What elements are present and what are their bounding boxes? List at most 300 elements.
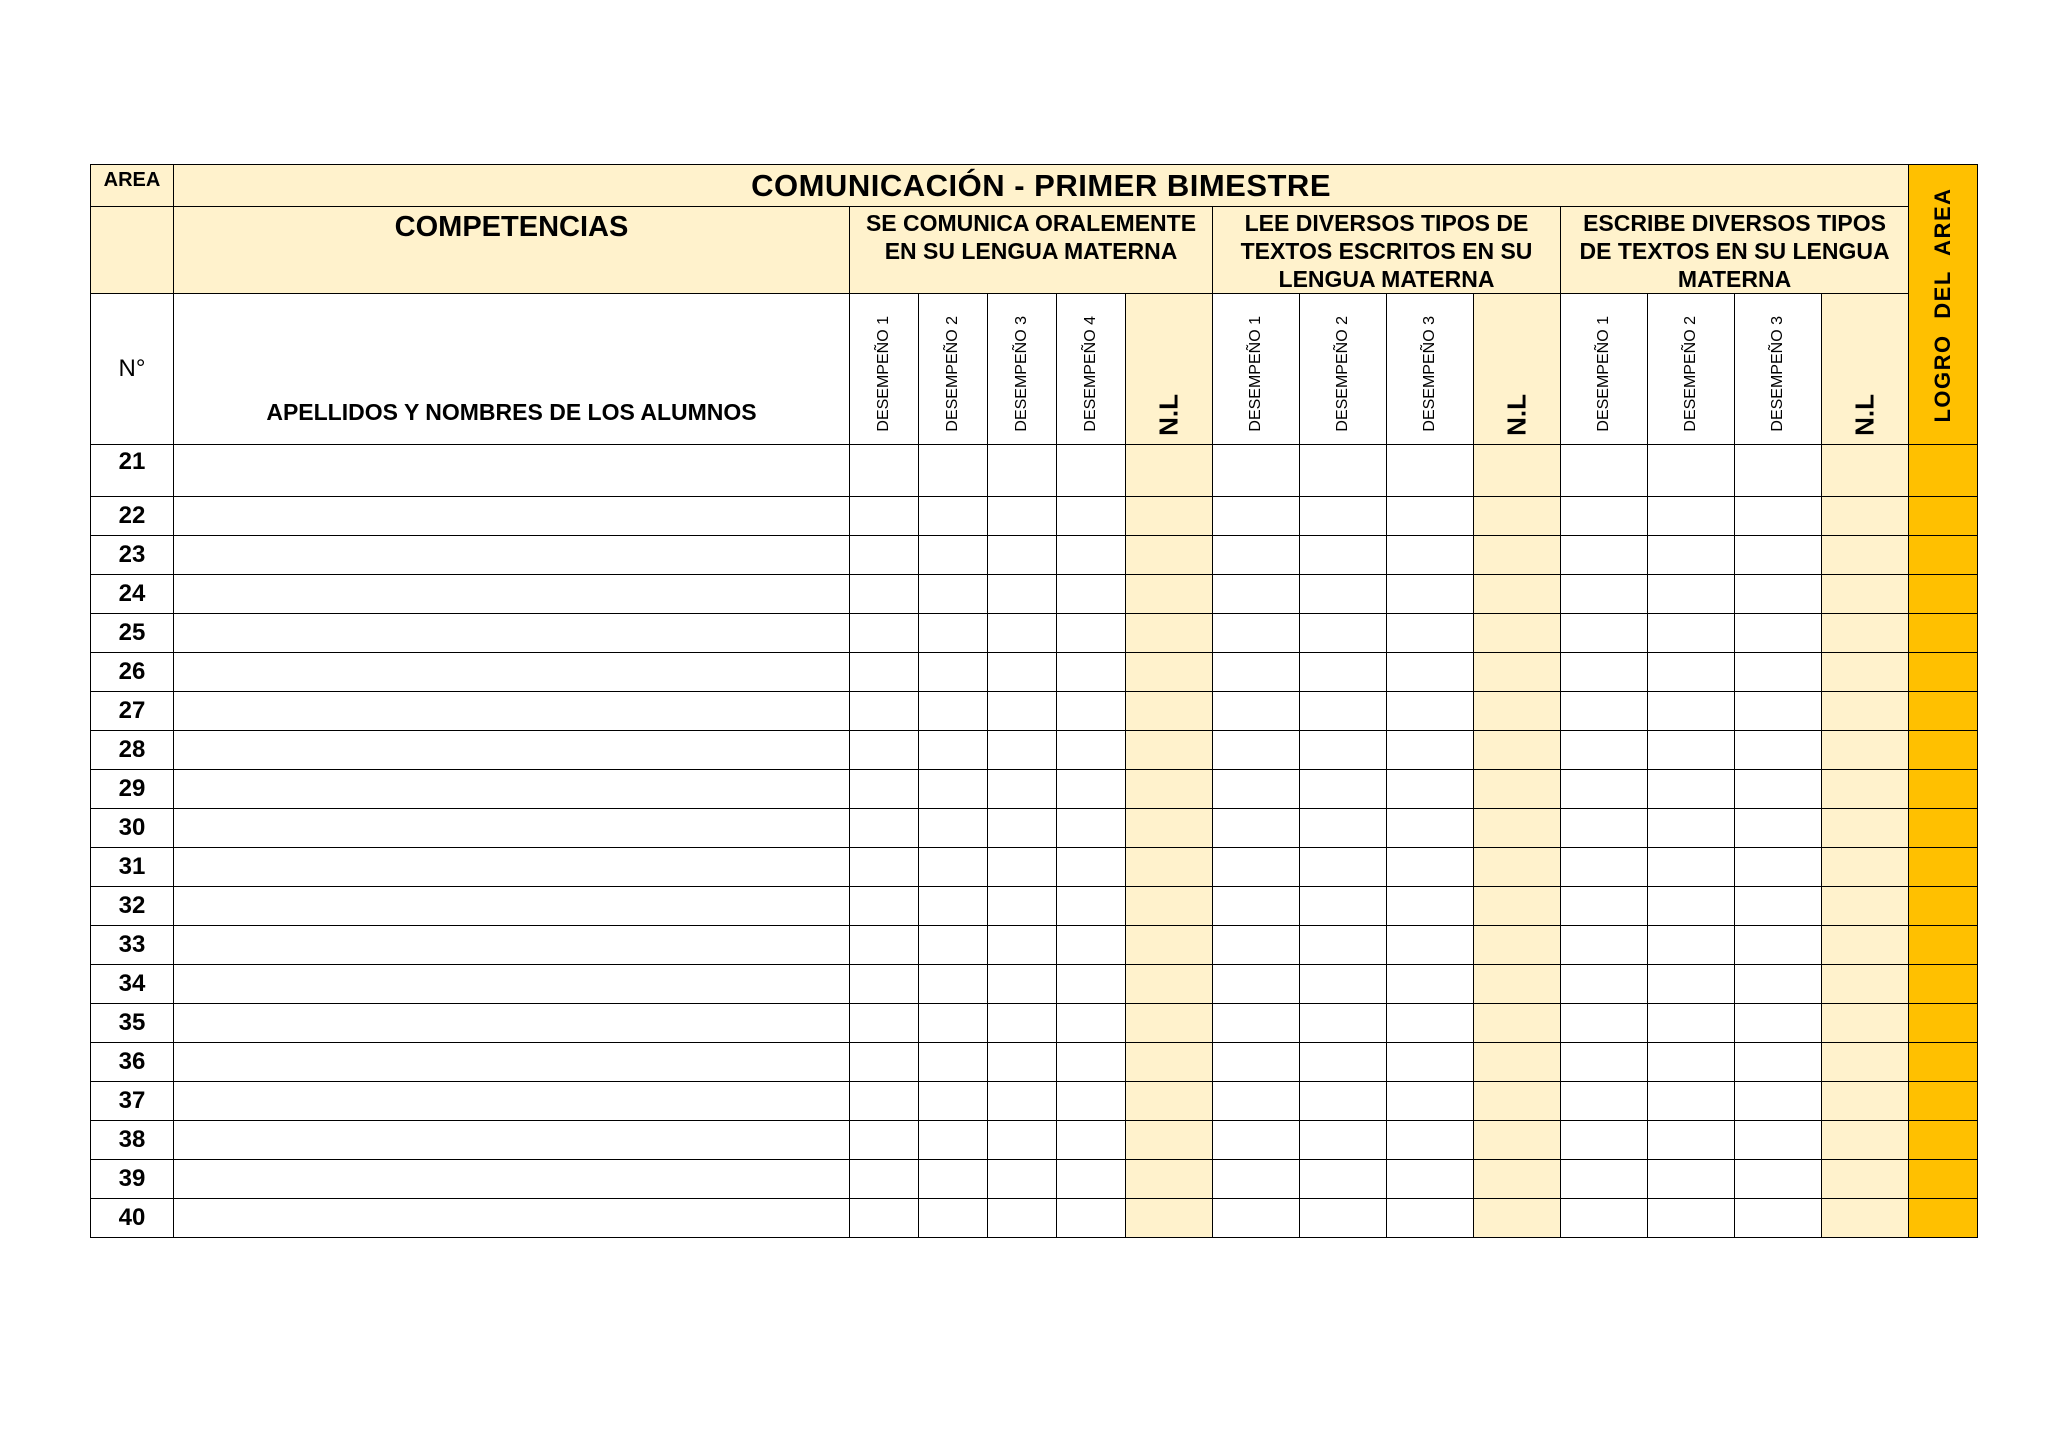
grade-cell[interactable] [919, 1160, 988, 1199]
grade-cell[interactable] [1057, 731, 1126, 770]
nl-cell[interactable] [1822, 965, 1909, 1004]
grade-cell[interactable] [988, 809, 1057, 848]
grade-cell[interactable] [1561, 1004, 1648, 1043]
grade-cell[interactable] [1300, 536, 1387, 575]
nl-cell[interactable] [1822, 445, 1909, 497]
logro-cell[interactable] [1909, 1121, 1978, 1160]
grade-cell[interactable] [1300, 1082, 1387, 1121]
student-name-cell[interactable] [174, 445, 850, 497]
grade-cell[interactable] [1057, 887, 1126, 926]
nl-cell[interactable] [1822, 575, 1909, 614]
nl-cell[interactable] [1474, 1043, 1561, 1082]
grade-cell[interactable] [988, 1160, 1057, 1199]
grade-cell[interactable] [850, 770, 919, 809]
grade-cell[interactable] [1213, 575, 1300, 614]
grade-cell[interactable] [919, 1004, 988, 1043]
logro-cell[interactable] [1909, 770, 1978, 809]
nl-cell[interactable] [1126, 1043, 1213, 1082]
grade-cell[interactable] [919, 575, 988, 614]
grade-cell[interactable] [1057, 692, 1126, 731]
logro-cell[interactable] [1909, 653, 1978, 692]
grade-cell[interactable] [1648, 1004, 1735, 1043]
grade-cell[interactable] [1300, 809, 1387, 848]
grade-cell[interactable] [988, 614, 1057, 653]
grade-cell[interactable] [1561, 731, 1648, 770]
grade-cell[interactable] [1387, 1160, 1474, 1199]
nl-cell[interactable] [1474, 731, 1561, 770]
grade-cell[interactable] [1213, 1121, 1300, 1160]
grade-cell[interactable] [1300, 731, 1387, 770]
nl-cell[interactable] [1822, 1199, 1909, 1238]
grade-cell[interactable] [1561, 497, 1648, 536]
grade-cell[interactable] [919, 1199, 988, 1238]
nl-cell[interactable] [1822, 848, 1909, 887]
grade-cell[interactable] [850, 809, 919, 848]
nl-cell[interactable] [1474, 1004, 1561, 1043]
grade-cell[interactable] [1648, 497, 1735, 536]
grade-cell[interactable] [1387, 926, 1474, 965]
grade-cell[interactable] [1213, 653, 1300, 692]
grade-cell[interactable] [1300, 1160, 1387, 1199]
grade-cell[interactable] [1735, 653, 1822, 692]
grade-cell[interactable] [919, 887, 988, 926]
grade-cell[interactable] [850, 445, 919, 497]
nl-cell[interactable] [1126, 809, 1213, 848]
grade-cell[interactable] [850, 1160, 919, 1199]
grade-cell[interactable] [1057, 1043, 1126, 1082]
nl-cell[interactable] [1126, 692, 1213, 731]
nl-cell[interactable] [1822, 497, 1909, 536]
nl-cell[interactable] [1474, 770, 1561, 809]
grade-cell[interactable] [988, 692, 1057, 731]
grade-cell[interactable] [1387, 1004, 1474, 1043]
grade-cell[interactable] [850, 692, 919, 731]
grade-cell[interactable] [1387, 731, 1474, 770]
grade-cell[interactable] [988, 1199, 1057, 1238]
nl-cell[interactable] [1822, 1004, 1909, 1043]
grade-cell[interactable] [1648, 965, 1735, 1004]
logro-cell[interactable] [1909, 848, 1978, 887]
nl-cell[interactable] [1822, 536, 1909, 575]
nl-cell[interactable] [1126, 887, 1213, 926]
grade-cell[interactable] [1387, 1121, 1474, 1160]
grade-cell[interactable] [1648, 1121, 1735, 1160]
nl-cell[interactable] [1126, 653, 1213, 692]
student-name-cell[interactable] [174, 653, 850, 692]
grade-cell[interactable] [1300, 445, 1387, 497]
nl-cell[interactable] [1474, 809, 1561, 848]
grade-cell[interactable] [1648, 1199, 1735, 1238]
grade-cell[interactable] [1735, 614, 1822, 653]
grade-cell[interactable] [1057, 1121, 1126, 1160]
grade-cell[interactable] [988, 731, 1057, 770]
grade-cell[interactable] [1387, 1082, 1474, 1121]
nl-cell[interactable] [1474, 692, 1561, 731]
nl-cell[interactable] [1126, 1121, 1213, 1160]
grade-cell[interactable] [919, 965, 988, 1004]
grade-cell[interactable] [1300, 965, 1387, 1004]
grade-cell[interactable] [988, 1043, 1057, 1082]
grade-cell[interactable] [1648, 770, 1735, 809]
grade-cell[interactable] [919, 770, 988, 809]
logro-cell[interactable] [1909, 692, 1978, 731]
grade-cell[interactable] [1561, 1082, 1648, 1121]
grade-cell[interactable] [1561, 965, 1648, 1004]
grade-cell[interactable] [1300, 848, 1387, 887]
grade-cell[interactable] [1213, 926, 1300, 965]
grade-cell[interactable] [988, 848, 1057, 887]
grade-cell[interactable] [1735, 926, 1822, 965]
grade-cell[interactable] [1300, 1004, 1387, 1043]
grade-cell[interactable] [1648, 926, 1735, 965]
grade-cell[interactable] [1561, 770, 1648, 809]
nl-cell[interactable] [1126, 1160, 1213, 1199]
grade-cell[interactable] [1057, 653, 1126, 692]
nl-cell[interactable] [1822, 1121, 1909, 1160]
grade-cell[interactable] [850, 1082, 919, 1121]
logro-cell[interactable] [1909, 536, 1978, 575]
grade-cell[interactable] [1213, 614, 1300, 653]
nl-cell[interactable] [1822, 653, 1909, 692]
logro-cell[interactable] [1909, 1082, 1978, 1121]
logro-cell[interactable] [1909, 1199, 1978, 1238]
logro-cell[interactable] [1909, 1004, 1978, 1043]
student-name-cell[interactable] [174, 965, 850, 1004]
grade-cell[interactable] [1387, 1199, 1474, 1238]
student-name-cell[interactable] [174, 1160, 850, 1199]
grade-cell[interactable] [1300, 1199, 1387, 1238]
student-name-cell[interactable] [174, 497, 850, 536]
student-name-cell[interactable] [174, 848, 850, 887]
grade-cell[interactable] [1213, 536, 1300, 575]
grade-cell[interactable] [1648, 575, 1735, 614]
grade-cell[interactable] [988, 653, 1057, 692]
nl-cell[interactable] [1126, 445, 1213, 497]
grade-cell[interactable] [919, 1121, 988, 1160]
grade-cell[interactable] [919, 614, 988, 653]
nl-cell[interactable] [1822, 1160, 1909, 1199]
grade-cell[interactable] [850, 965, 919, 1004]
nl-cell[interactable] [1474, 497, 1561, 536]
grade-cell[interactable] [1648, 653, 1735, 692]
grade-cell[interactable] [1648, 887, 1735, 926]
grade-cell[interactable] [1387, 887, 1474, 926]
grade-cell[interactable] [1057, 809, 1126, 848]
student-name-cell[interactable] [174, 770, 850, 809]
logro-cell[interactable] [1909, 965, 1978, 1004]
grade-cell[interactable] [988, 1004, 1057, 1043]
grade-cell[interactable] [1057, 497, 1126, 536]
grade-cell[interactable] [1561, 926, 1648, 965]
student-name-cell[interactable] [174, 692, 850, 731]
grade-cell[interactable] [988, 887, 1057, 926]
grade-cell[interactable] [1735, 1043, 1822, 1082]
logro-cell[interactable] [1909, 575, 1978, 614]
grade-cell[interactable] [1300, 653, 1387, 692]
grade-cell[interactable] [1387, 653, 1474, 692]
grade-cell[interactable] [1387, 965, 1474, 1004]
nl-cell[interactable] [1822, 926, 1909, 965]
logro-cell[interactable] [1909, 926, 1978, 965]
grade-cell[interactable] [1213, 731, 1300, 770]
nl-cell[interactable] [1126, 926, 1213, 965]
grade-cell[interactable] [1648, 692, 1735, 731]
grade-cell[interactable] [1213, 1199, 1300, 1238]
grade-cell[interactable] [1300, 1121, 1387, 1160]
grade-cell[interactable] [919, 1082, 988, 1121]
grade-cell[interactable] [1387, 692, 1474, 731]
student-name-cell[interactable] [174, 887, 850, 926]
logro-cell[interactable] [1909, 1160, 1978, 1199]
logro-cell[interactable] [1909, 445, 1978, 497]
grade-cell[interactable] [1057, 926, 1126, 965]
grade-cell[interactable] [1300, 614, 1387, 653]
student-name-cell[interactable] [174, 926, 850, 965]
grade-cell[interactable] [1213, 1043, 1300, 1082]
grade-cell[interactable] [1561, 445, 1648, 497]
nl-cell[interactable] [1126, 575, 1213, 614]
logro-cell[interactable] [1909, 731, 1978, 770]
grade-cell[interactable] [1057, 1004, 1126, 1043]
grade-cell[interactable] [850, 731, 919, 770]
grade-cell[interactable] [1213, 809, 1300, 848]
grade-cell[interactable] [1057, 770, 1126, 809]
nl-cell[interactable] [1474, 848, 1561, 887]
nl-cell[interactable] [1474, 1199, 1561, 1238]
nl-cell[interactable] [1474, 653, 1561, 692]
grade-cell[interactable] [1213, 692, 1300, 731]
grade-cell[interactable] [1735, 887, 1822, 926]
nl-cell[interactable] [1822, 614, 1909, 653]
grade-cell[interactable] [1387, 770, 1474, 809]
grade-cell[interactable] [850, 1004, 919, 1043]
nl-cell[interactable] [1474, 575, 1561, 614]
grade-cell[interactable] [850, 536, 919, 575]
nl-cell[interactable] [1126, 614, 1213, 653]
grade-cell[interactable] [850, 614, 919, 653]
grade-cell[interactable] [850, 575, 919, 614]
nl-cell[interactable] [1126, 1199, 1213, 1238]
grade-cell[interactable] [1648, 848, 1735, 887]
grade-cell[interactable] [988, 575, 1057, 614]
grade-cell[interactable] [1561, 809, 1648, 848]
nl-cell[interactable] [1474, 887, 1561, 926]
grade-cell[interactable] [1057, 965, 1126, 1004]
grade-cell[interactable] [1648, 445, 1735, 497]
nl-cell[interactable] [1822, 809, 1909, 848]
grade-cell[interactable] [1213, 1082, 1300, 1121]
grade-cell[interactable] [1735, 1160, 1822, 1199]
grade-cell[interactable] [1648, 614, 1735, 653]
student-name-cell[interactable] [174, 731, 850, 770]
grade-cell[interactable] [1561, 1121, 1648, 1160]
grade-cell[interactable] [988, 445, 1057, 497]
nl-cell[interactable] [1126, 731, 1213, 770]
grade-cell[interactable] [1057, 1082, 1126, 1121]
grade-cell[interactable] [1735, 1121, 1822, 1160]
grade-cell[interactable] [1387, 1043, 1474, 1082]
nl-cell[interactable] [1474, 614, 1561, 653]
grade-cell[interactable] [1057, 1160, 1126, 1199]
grade-cell[interactable] [1387, 445, 1474, 497]
nl-cell[interactable] [1126, 965, 1213, 1004]
grade-cell[interactable] [1735, 1082, 1822, 1121]
grade-cell[interactable] [1213, 445, 1300, 497]
grade-cell[interactable] [919, 497, 988, 536]
grade-cell[interactable] [1561, 614, 1648, 653]
nl-cell[interactable] [1474, 965, 1561, 1004]
grade-cell[interactable] [1561, 575, 1648, 614]
logro-cell[interactable] [1909, 497, 1978, 536]
grade-cell[interactable] [1057, 614, 1126, 653]
grade-cell[interactable] [1735, 1004, 1822, 1043]
student-name-cell[interactable] [174, 1082, 850, 1121]
student-name-cell[interactable] [174, 1121, 850, 1160]
nl-cell[interactable] [1474, 536, 1561, 575]
grade-cell[interactable] [1648, 809, 1735, 848]
nl-cell[interactable] [1126, 1082, 1213, 1121]
grade-cell[interactable] [850, 848, 919, 887]
nl-cell[interactable] [1474, 1160, 1561, 1199]
student-name-cell[interactable] [174, 1199, 850, 1238]
grade-cell[interactable] [1387, 497, 1474, 536]
student-name-cell[interactable] [174, 614, 850, 653]
grade-cell[interactable] [919, 692, 988, 731]
student-name-cell[interactable] [174, 575, 850, 614]
grade-cell[interactable] [1300, 770, 1387, 809]
grade-cell[interactable] [1561, 848, 1648, 887]
grade-cell[interactable] [988, 770, 1057, 809]
grade-cell[interactable] [1057, 575, 1126, 614]
grade-cell[interactable] [1213, 497, 1300, 536]
grade-cell[interactable] [1648, 1043, 1735, 1082]
grade-cell[interactable] [1300, 887, 1387, 926]
grade-cell[interactable] [850, 1121, 919, 1160]
logro-cell[interactable] [1909, 809, 1978, 848]
grade-cell[interactable] [1735, 445, 1822, 497]
grade-cell[interactable] [1561, 1199, 1648, 1238]
grade-cell[interactable] [850, 926, 919, 965]
grade-cell[interactable] [1387, 848, 1474, 887]
student-name-cell[interactable] [174, 809, 850, 848]
nl-cell[interactable] [1474, 926, 1561, 965]
grade-cell[interactable] [1387, 809, 1474, 848]
nl-cell[interactable] [1126, 1004, 1213, 1043]
grade-cell[interactable] [1735, 1199, 1822, 1238]
grade-cell[interactable] [919, 1043, 988, 1082]
logro-cell[interactable] [1909, 1043, 1978, 1082]
grade-cell[interactable] [1648, 536, 1735, 575]
grade-cell[interactable] [1648, 1082, 1735, 1121]
grade-cell[interactable] [988, 497, 1057, 536]
grade-cell[interactable] [988, 1121, 1057, 1160]
grade-cell[interactable] [1735, 731, 1822, 770]
grade-cell[interactable] [988, 926, 1057, 965]
grade-cell[interactable] [1561, 653, 1648, 692]
nl-cell[interactable] [1822, 1082, 1909, 1121]
grade-cell[interactable] [919, 445, 988, 497]
student-name-cell[interactable] [174, 1043, 850, 1082]
grade-cell[interactable] [1387, 614, 1474, 653]
grade-cell[interactable] [1735, 692, 1822, 731]
grade-cell[interactable] [1387, 575, 1474, 614]
grade-cell[interactable] [919, 809, 988, 848]
nl-cell[interactable] [1126, 770, 1213, 809]
nl-cell[interactable] [1822, 731, 1909, 770]
grade-cell[interactable] [1300, 926, 1387, 965]
student-name-cell[interactable] [174, 1004, 850, 1043]
grade-cell[interactable] [1735, 809, 1822, 848]
grade-cell[interactable] [1387, 536, 1474, 575]
grade-cell[interactable] [850, 1043, 919, 1082]
grade-cell[interactable] [850, 1199, 919, 1238]
grade-cell[interactable] [1561, 887, 1648, 926]
nl-cell[interactable] [1474, 445, 1561, 497]
nl-cell[interactable] [1822, 1043, 1909, 1082]
grade-cell[interactable] [1735, 965, 1822, 1004]
grade-cell[interactable] [1561, 536, 1648, 575]
grade-cell[interactable] [1057, 1199, 1126, 1238]
student-name-cell[interactable] [174, 536, 850, 575]
nl-cell[interactable] [1126, 497, 1213, 536]
logro-cell[interactable] [1909, 887, 1978, 926]
nl-cell[interactable] [1822, 692, 1909, 731]
grade-cell[interactable] [850, 887, 919, 926]
grade-cell[interactable] [1735, 848, 1822, 887]
grade-cell[interactable] [1300, 1043, 1387, 1082]
grade-cell[interactable] [988, 536, 1057, 575]
grade-cell[interactable] [1213, 1004, 1300, 1043]
nl-cell[interactable] [1474, 1121, 1561, 1160]
grade-cell[interactable] [1648, 1160, 1735, 1199]
grade-cell[interactable] [1057, 536, 1126, 575]
nl-cell[interactable] [1822, 887, 1909, 926]
grade-cell[interactable] [1213, 887, 1300, 926]
nl-cell[interactable] [1126, 536, 1213, 575]
grade-cell[interactable] [1057, 848, 1126, 887]
grade-cell[interactable] [1735, 575, 1822, 614]
grade-cell[interactable] [1735, 497, 1822, 536]
grade-cell[interactable] [919, 731, 988, 770]
grade-cell[interactable] [919, 848, 988, 887]
grade-cell[interactable] [850, 653, 919, 692]
grade-cell[interactable] [1057, 445, 1126, 497]
grade-cell[interactable] [919, 536, 988, 575]
nl-cell[interactable] [1126, 848, 1213, 887]
grade-cell[interactable] [919, 926, 988, 965]
grade-cell[interactable] [1213, 965, 1300, 1004]
grade-cell[interactable] [919, 653, 988, 692]
grade-cell[interactable] [988, 965, 1057, 1004]
grade-cell[interactable] [1300, 692, 1387, 731]
grade-cell[interactable] [850, 497, 919, 536]
grade-cell[interactable] [1735, 770, 1822, 809]
grade-cell[interactable] [1213, 848, 1300, 887]
logro-cell[interactable] [1909, 614, 1978, 653]
grade-cell[interactable] [1300, 497, 1387, 536]
grade-cell[interactable] [1561, 1160, 1648, 1199]
grade-cell[interactable] [1561, 692, 1648, 731]
nl-cell[interactable] [1474, 1082, 1561, 1121]
grade-cell[interactable] [1648, 731, 1735, 770]
grade-cell[interactable] [1300, 575, 1387, 614]
grade-cell[interactable] [1213, 1160, 1300, 1199]
grade-cell[interactable] [1213, 770, 1300, 809]
grade-cell[interactable] [1735, 536, 1822, 575]
nl-cell[interactable] [1822, 770, 1909, 809]
grade-cell[interactable] [988, 1082, 1057, 1121]
grade-cell[interactable] [1561, 1043, 1648, 1082]
